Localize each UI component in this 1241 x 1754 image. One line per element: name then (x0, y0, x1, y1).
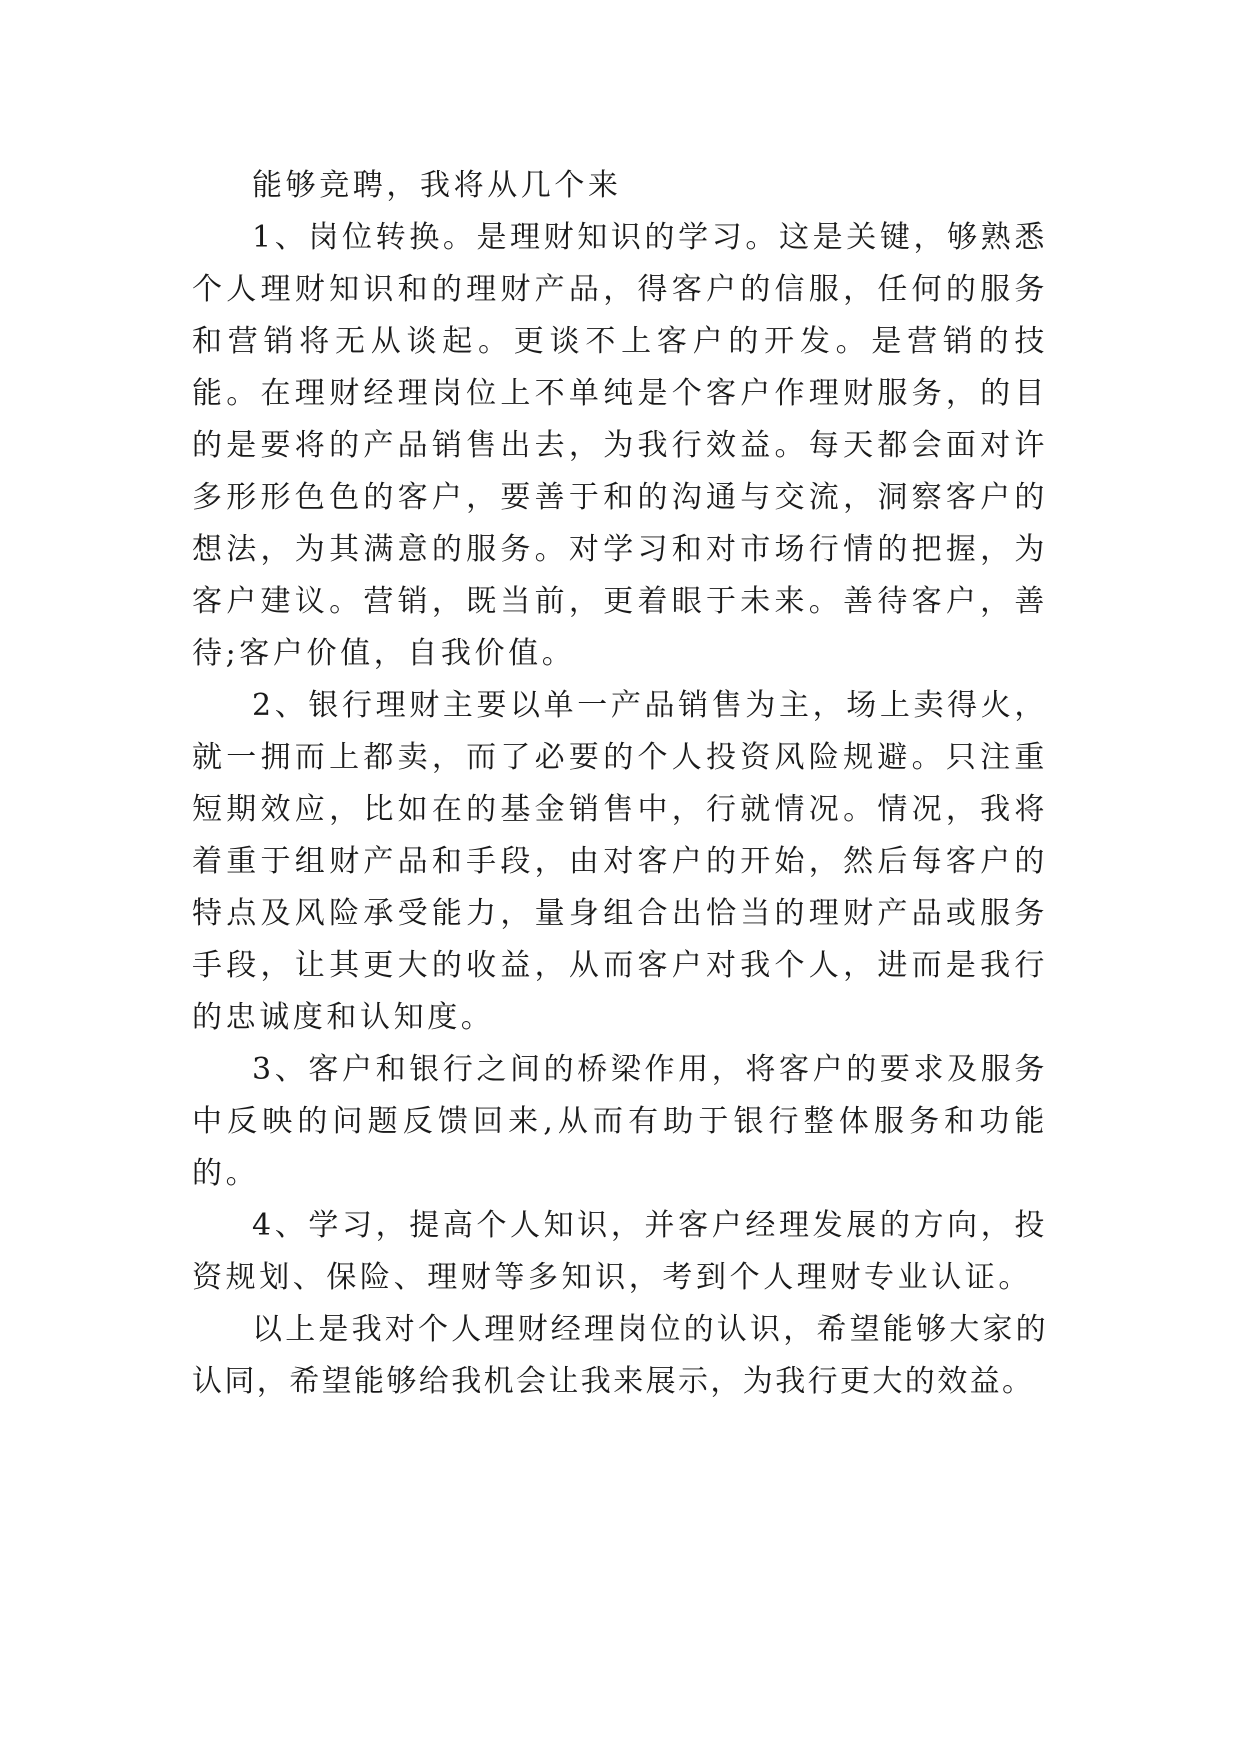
paragraph-conclusion: 以上是我对个人理财经理岗位的认识，希望能够大家的认同，希望能够给我机会让我来展示，为我行更大的效益。 (192, 1312, 1048, 1399)
paragraph-point-2: 2、银行理财主要以单一产品销售为主，场上卖得火，就一拥而上都卖，而了必要的个人投资风险规避。只注重短期效应，比如在的基金销售中，行就情况。情况，我将着重于组财产品和手段，由对客户的开始，然后每客户的特点及风险承受能力，量身组合出恰当的理财产品或服务手段，让其更大的收益，从而客户对我个人，进而是我行的忠诚度和认知度。 (192, 688, 1048, 1035)
paragraph-intro: 能够竞聘，我将从几个来 (252, 168, 622, 203)
paragraph-point-3: 3、客户和银行之间的桥梁作用，将客户的要求及服务中反映的问题反馈回来,从而有助于银行整体服务和功能的。 (192, 1052, 1048, 1191)
paragraph-point-4: 4、学习，提高个人知识，并客户经理发展的方向，投资规划、保险、理财等多知识，考到个人理财专业认证。 (192, 1208, 1048, 1295)
paragraph-point-1: 1、岗位转换。是理财知识的学习。这是关键，够熟悉个人理财知识和的理财产品，得客户的信服，任何的服务和营销将无从谈起。更谈不上客户的开发。是营销的技能。在理财经理岗位上不单纯是个客户作理财服务，的目的是要将的产品销售出去，为我行效益。每天都会面对许多形形色色的客户，要善于和的沟通与交流，洞察客户的想法，为其满意的服务。对学习和对市场行情的把握，为客户建议。营销，既当前，更着眼于未来。善待客户，善待;客户价值，自我价值。 (192, 220, 1048, 671)
document-body (192, 160, 1048, 1408)
